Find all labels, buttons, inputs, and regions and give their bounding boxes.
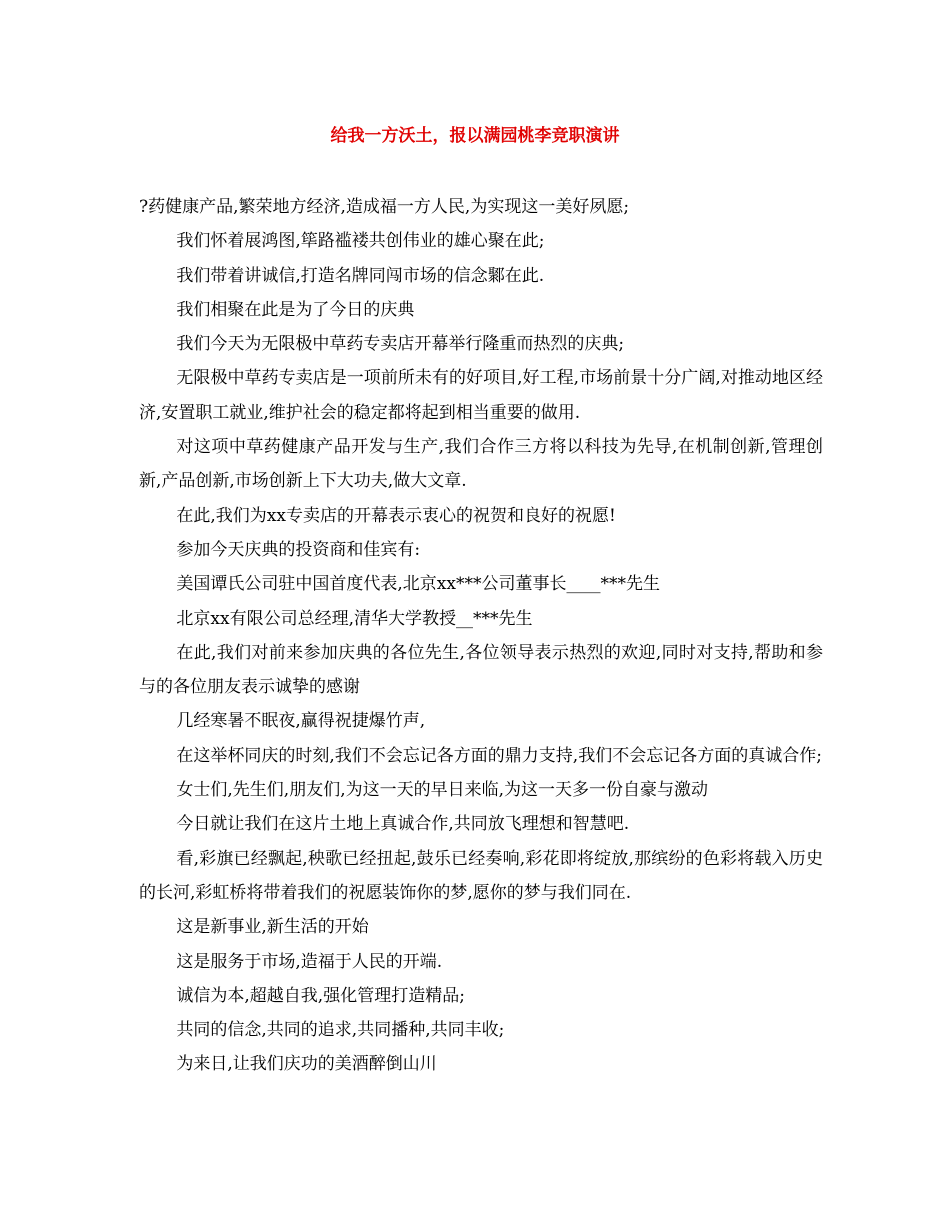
document-body (139, 190, 823, 1082)
paragraph: 今日就让我们在这片土地上真诚合作,共同放飞理想和智慧吧. (176, 814, 630, 835)
paragraph: 这是服务于市场,造福于人民的开端. (176, 951, 443, 972)
paragraph: 我们怀着展鸿图,筚路褴褛共创伟业的雄心聚在此; (176, 231, 545, 252)
paragraph: 几经寒暑不眠夜,赢得祝捷爆竹声, (176, 711, 426, 732)
paragraph: 看,彩旗已经飘起,秧歌已经扭起,鼓乐已经奏响,彩花即将绽放,那缤纷的色彩将载入历史的长河,彩虹桥将带着我们的祝愿装饰你的梦,愿你的梦与我们同在. (139, 848, 823, 903)
paragraph: 在这举杯同庆的时刻,我们不会忘记各方面的鼎力支持,我们不会忘记各方面的真诚合作; (176, 745, 822, 766)
paragraph: 参加今天庆典的投资商和佳宾有: (176, 539, 421, 560)
opening-line: ?药健康产品,繁荣地方经济,造成福一方人民,为实现这一美好夙愿; (139, 197, 630, 217)
paragraph: 在此,我们为xx专卖店的开幕表示衷心的祝贺和良好的祝愿! (176, 505, 616, 526)
paragraph: 在此,我们对前来参加庆典的各位先生,各位领导表示热烈的欢迎,同时对支持,帮助和参与的各位朋友表示诚挚的感谢 (139, 642, 823, 698)
paragraph: 无限极中草药专卖店是一项前所未有的好项目,好工程,市场前景十分广阔,对推动地区经济,安置职工就业,维护社会的稳定都将起到相当重要的做用. (139, 368, 823, 423)
paragraph: 北京xx有限公司总经理,清华大学教授__***先生 (176, 608, 533, 629)
paragraph: 我们今天为无限极中草药专卖店开幕举行隆重而热烈的庆典; (176, 334, 625, 355)
paragraph: 诚信为本,超越自我,强化管理打造精品; (176, 985, 465, 1006)
paragraph: 为来日,让我们庆功的美酒醉倒山川 (176, 1054, 437, 1075)
paragraph: 美国谭氏公司驻中国首度代表,北京xx***公司董事长____***先生 (176, 574, 660, 595)
paragraph: 我们带着讲诚信,打造名牌同闯市场的信念鄹在此. (176, 265, 545, 286)
paragraph: 我们相聚在此是为了今日的庆典 (176, 299, 415, 320)
paragraph: 女士们,先生们,朋友们,为这一天的早日来临,为这一天多一份自豪与激动 (176, 780, 709, 801)
paragraph: 对这项中草药健康产品开发与生产,我们合作三方将以科技为先导,在机制创新,管理创新,产品创新,市场创新上下大功夫,做大文章. (139, 437, 823, 492)
paragraph: 共同的信念,共同的追求,共同播种,共同丰收; (176, 1020, 505, 1041)
document-title: 给我一方沃土，报以满园桃李竞职演讲 (330, 126, 620, 146)
paragraph: 这是新事业,新生活的开始 (176, 917, 369, 938)
